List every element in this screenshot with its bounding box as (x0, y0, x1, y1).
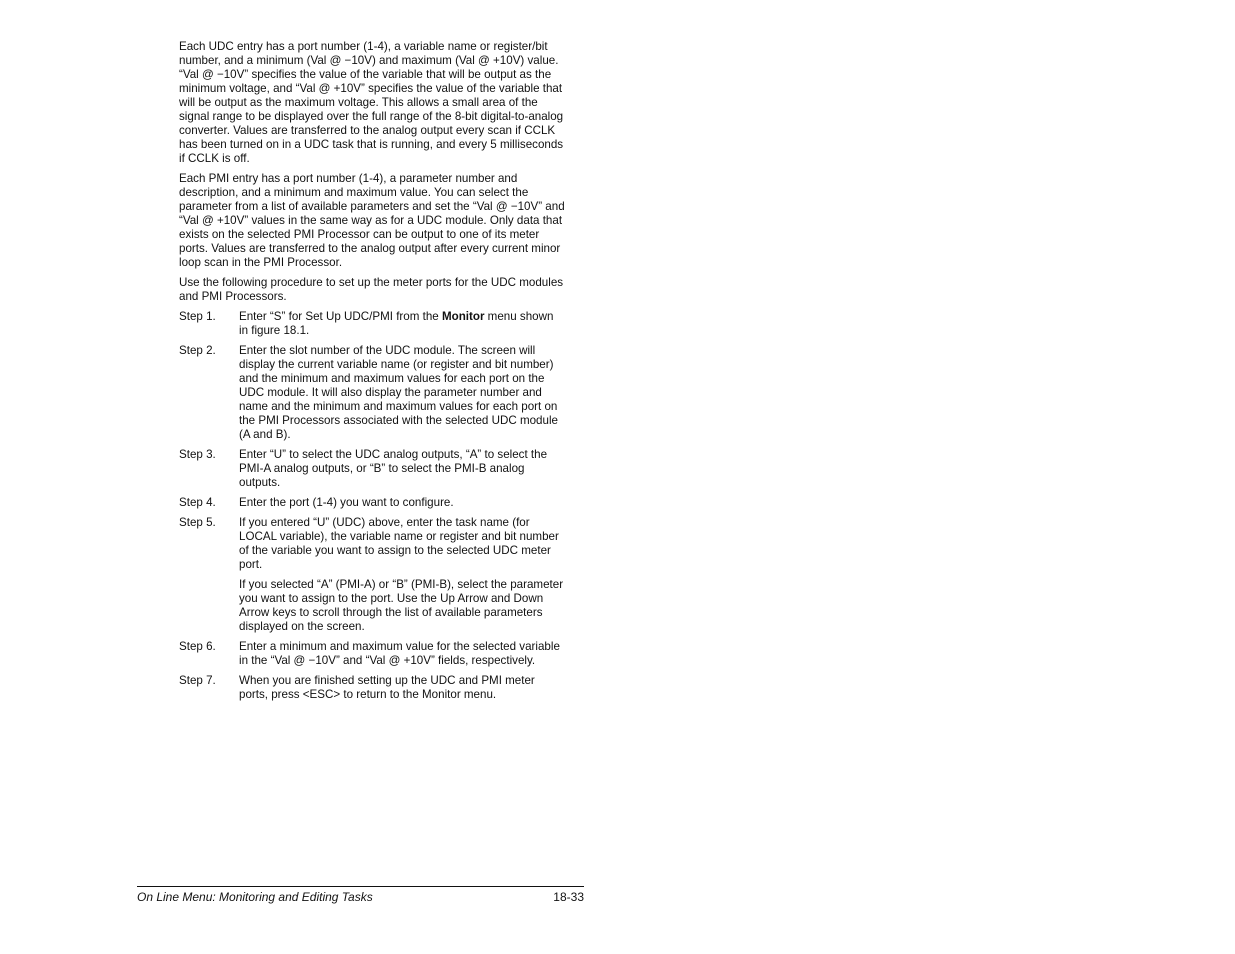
step-text-part: Enter “S” for Set Up UDC/PMI from the (239, 310, 442, 323)
paragraph-pmi-entry: Each PMI entry has a port number (1-4), a parameter number and description, and a minimum and maximum value. You can select the parameter from a list of available parameters and set the “Val @ −10V” and “Val @ +10V” values in the same way as for a UDC module. Only data that exists on the selected PMI Processor can be output to one of its meter ports. Values are transferred to the analog output after every current minor loop scan in the PMI Processor. (179, 172, 565, 269)
step-text: Enter the port (1-4) you want to configure. (239, 496, 454, 509)
step-7 (179, 674, 565, 702)
step-label: Step 4. (179, 496, 216, 509)
step-label: Step 1. (179, 310, 216, 323)
step-3 (179, 448, 565, 490)
monitor-menu-name: Monitor (441, 310, 485, 323)
step-text (239, 310, 565, 338)
step-5 (179, 516, 565, 572)
step-label: Step 5. (179, 516, 216, 529)
step-1 (179, 310, 565, 338)
step-text: Enter the slot number of the UDC module. The screen will display the current variable name (or register and bit number) and the minimum and maximum values for each port on the UDC module. It will also display the parameter number and name and the minimum and maximum values for each port on the PMI Processors associated with the selected UDC module (A and B). (239, 344, 558, 441)
step-4 (179, 496, 565, 510)
step-label: Step 6. (179, 640, 216, 653)
body-text (179, 40, 565, 708)
step-text: If you entered “U” (UDC) above, enter the task name (for LOCAL variable), the variable name or register and bit number of the variable you want to assign to the selected UDC meter port. (239, 516, 559, 571)
step-text-part: menu shown in figure 18.1. (239, 310, 554, 337)
step-2 (179, 344, 565, 442)
paragraph-procedure-intro: Use the following procedure to set up the meter ports for the UDC modules and PMI Processors. (179, 276, 564, 303)
step-label: Step 2. (179, 344, 216, 357)
footer-divider (137, 886, 584, 887)
step-text: Enter a minimum and maximum value for the selected variable in the “Val @ −10V” and “Val @ +10V” fields, respectively. (239, 640, 560, 667)
page-number: 18-33 (553, 890, 584, 904)
step-text: Enter “U” to select the UDC analog outputs, “A” to select the PMI-A analog outputs, or “B” to select the PMI-B analog outputs. (239, 448, 548, 489)
step-6 (179, 640, 565, 668)
step-label: Step 7. (179, 674, 216, 687)
step-text: When you are finished setting up the UDC and PMI meter ports, press <ESC> to return to the Monitor menu. (239, 674, 535, 701)
step-label: Step 3. (179, 448, 216, 461)
step-5-continuation: If you selected “A” (PMI-A) or “B” (PMI-B), select the parameter you want to assign to the port. Use the Up Arrow and Down Arrow keys to scroll through the list of available parameters displayed on the screen. (239, 578, 564, 633)
footer-title: On Line Menu: Monitoring and Editing Tasks (137, 890, 373, 904)
paragraph-udc-entry: Each UDC entry has a port number (1-4), a variable name or register/bit number, and a minimum (Val @ −10V) and maximum (Val @ +10V) value. “Val @ −10V” specifies the value of the variable that will be output as the minimum voltage, and “Val @ +10V” specifies the value of the variable that will be output as the maximum voltage. This allows a small area of the signal range to be displayed over the full range of the 8-bit digital-to-analog converter. Values are transferred to the analog output every scan if CCLK has been turned on in a UDC task that is running, and every 5 milliseconds if CCLK is off. (179, 40, 564, 165)
